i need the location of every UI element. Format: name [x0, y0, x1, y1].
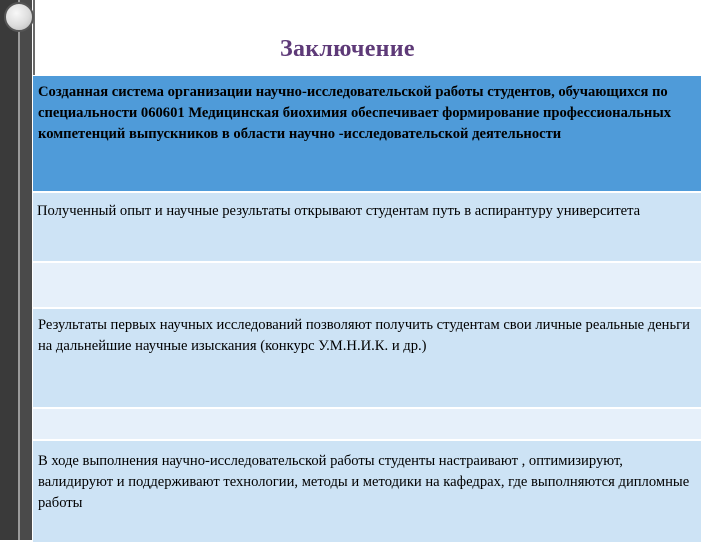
row-text: Результаты первых научных исследований позволяют получить студентам свои личные реальные деньги на дальнейшие научные изыскания (конкурс У.М.Н.И.К. и др.): [38, 317, 690, 354]
slide-title: Заключение: [280, 36, 415, 62]
table-row-empty: [33, 263, 701, 309]
row-text: В ходе выполнения научно-исследовательской работы студенты настраивают , оптимизируют, валидируют и поддерживают технологии, методы и методики на кафедрах, где выполняются дипломные работы: [38, 453, 690, 511]
table-row: [33, 441, 701, 542]
row-text: Полученный опыт и научные результаты открывают студентам путь в аспирантуру университета: [37, 203, 641, 219]
frame-bar: [0, 0, 18, 540]
row-text: Созданная система организации научно-исследовательской работы студентов, обучающихся по специальности 060601 Медицинская биохимия обеспечивает формирование профессиональных компетенций выпускников в области научно -исследовательской деятельности: [38, 84, 672, 142]
table-row-header: [33, 76, 701, 193]
frame-bar-inner: [20, 0, 32, 540]
table-row-empty: [33, 409, 701, 441]
table-row: [33, 309, 701, 409]
conclusion-table: [33, 75, 701, 542]
table-row: [33, 193, 701, 263]
circle-ornament-icon: [4, 2, 34, 32]
